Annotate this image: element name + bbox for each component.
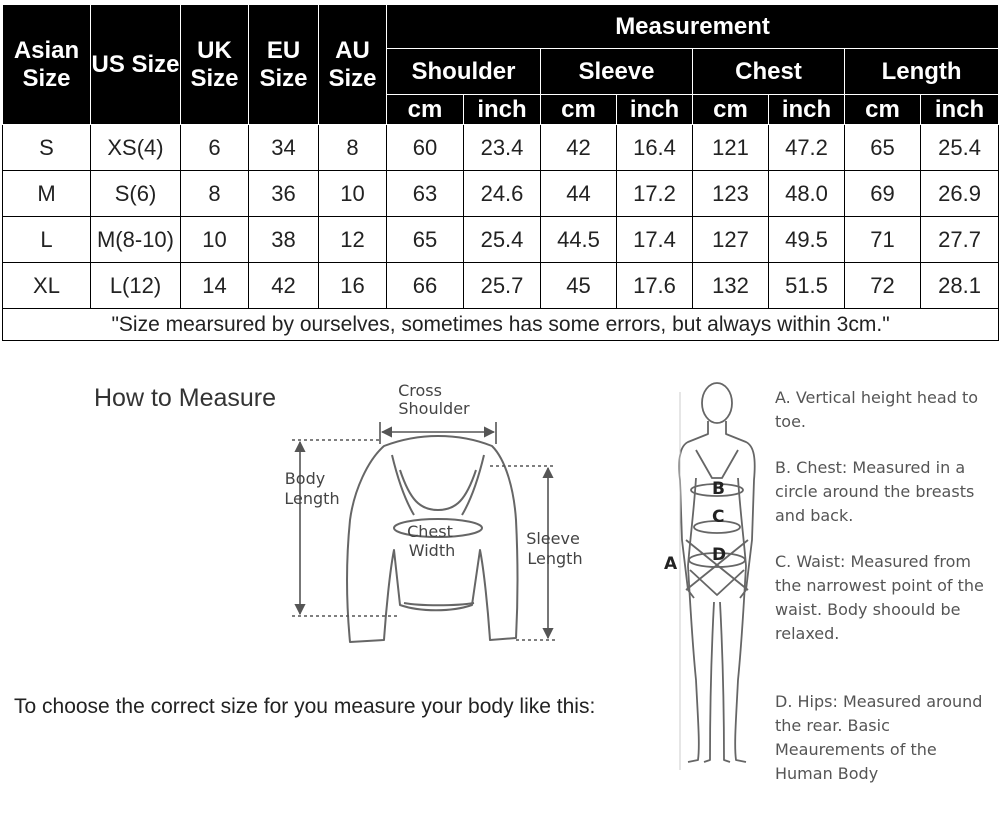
table-cell: 27.7 xyxy=(921,217,999,263)
table-cell: 72 xyxy=(845,263,921,309)
header-us-size: US Size xyxy=(91,5,181,125)
shirt-drawing xyxy=(347,436,518,642)
table-cell: S(6) xyxy=(91,171,181,217)
table-cell: 25.7 xyxy=(464,263,541,309)
table-cell: 49.5 xyxy=(769,217,845,263)
table-cell: 24.6 xyxy=(464,171,541,217)
table-cell: 17.2 xyxy=(617,171,693,217)
unit-header: inch xyxy=(464,95,541,125)
table-cell: 127 xyxy=(693,217,769,263)
legend-text: Waist: Measured from the narrowest point of the waist. Body shoould be relaxed. xyxy=(775,552,984,643)
table-cell: 23.4 xyxy=(464,125,541,171)
legend-text: Chest: Measured in a circle around the breasts and back. xyxy=(775,458,975,525)
table-cell: L(12) xyxy=(91,263,181,309)
table-cell: 12 xyxy=(319,217,387,263)
legend-text: Hips: Measured around the rear. Basic Meaurements of the Human Body xyxy=(775,692,983,783)
table-cell: 17.6 xyxy=(617,263,693,309)
table-cell: 69 xyxy=(845,171,921,217)
table-cell: 66 xyxy=(387,263,464,309)
table-cell: S xyxy=(3,125,91,171)
table-cell: 132 xyxy=(693,263,769,309)
table-cell: 63 xyxy=(387,171,464,217)
table-cell: 51.5 xyxy=(769,263,845,309)
legend-item-b xyxy=(775,456,995,528)
header-chest: Chest xyxy=(693,49,845,95)
table-cell: 10 xyxy=(181,217,249,263)
header-measurement: Measurement xyxy=(387,5,999,49)
table-cell: M(8-10) xyxy=(91,217,181,263)
unit-header: inch xyxy=(921,95,999,125)
table-cell: 48.0 xyxy=(769,171,845,217)
legend-item-a xyxy=(775,386,995,434)
header-eu-size: EU Size xyxy=(249,5,319,125)
table-row xyxy=(3,263,999,309)
unit-header: cm xyxy=(693,95,769,125)
body-length-label-2: Length xyxy=(284,489,340,508)
legend-item-d xyxy=(775,690,995,786)
header-length: Length xyxy=(845,49,999,95)
unit-header: cm xyxy=(387,95,464,125)
body-markers xyxy=(664,479,726,574)
table-cell: 65 xyxy=(387,217,464,263)
table-cell: 16.4 xyxy=(617,125,693,171)
table-cell: 123 xyxy=(693,171,769,217)
legend-text: Vertical height head to toe. xyxy=(775,388,978,431)
measurement-note: "Size mearsured by ourselves, sometimes has some errors, but always within 3cm." xyxy=(3,309,999,341)
unit-header: cm xyxy=(541,95,617,125)
header-au-size: AU Size xyxy=(319,5,387,125)
table-cell: 16 xyxy=(319,263,387,309)
unit-header: inch xyxy=(769,95,845,125)
sleeve-length-label-2: Length xyxy=(527,549,583,568)
table-cell: 44.5 xyxy=(541,217,617,263)
sleeve-length-label-1: Sleeve xyxy=(526,529,580,548)
table-cell: 10 xyxy=(319,171,387,217)
table-cell: 121 xyxy=(693,125,769,171)
legend-item-c xyxy=(775,550,995,646)
table-row xyxy=(3,125,999,171)
table-cell: 71 xyxy=(845,217,921,263)
shirt-labels xyxy=(284,381,582,568)
table-cell: 28.1 xyxy=(921,263,999,309)
marker-d: D xyxy=(712,545,727,565)
size-chart-table xyxy=(2,4,999,341)
table-cell: 60 xyxy=(387,125,464,171)
table-cell: XL xyxy=(3,263,91,309)
header-asian-size: Asian Size xyxy=(3,5,91,125)
table-cell: 8 xyxy=(181,171,249,217)
table-cell: M xyxy=(3,171,91,217)
unit-header: cm xyxy=(845,95,921,125)
chest-width-label-1: Chest xyxy=(407,522,453,541)
header-shoulder: Shoulder xyxy=(387,49,541,95)
cross-shoulder-label-2: Shoulder xyxy=(398,399,470,418)
table-cell: 38 xyxy=(249,217,319,263)
table-cell: 34 xyxy=(249,125,319,171)
body-length-label-1: Body xyxy=(284,469,326,488)
body-figure xyxy=(679,383,754,762)
table-cell: 45 xyxy=(541,263,617,309)
shirt-dimension-lines xyxy=(292,422,556,640)
table-cell: 47.2 xyxy=(769,125,845,171)
header-uk-size: UK Size xyxy=(181,5,249,125)
header-sleeve: Sleeve xyxy=(541,49,693,95)
table-row xyxy=(3,217,999,263)
table-row xyxy=(3,171,999,217)
table-cell: 42 xyxy=(541,125,617,171)
table-cell: 8 xyxy=(319,125,387,171)
table-cell: 25.4 xyxy=(464,217,541,263)
marker-b: B xyxy=(712,479,725,499)
table-cell: 44 xyxy=(541,171,617,217)
table-cell: L xyxy=(3,217,91,263)
table-cell: 17.4 xyxy=(617,217,693,263)
marker-c: C xyxy=(712,507,725,527)
legend-label: B. xyxy=(775,458,792,477)
table-cell: 26.9 xyxy=(921,171,999,217)
table-cell: XS(4) xyxy=(91,125,181,171)
legend-label: A. xyxy=(775,388,791,407)
size-table-body xyxy=(3,125,999,309)
legend-label: D. xyxy=(775,692,793,711)
instruction-text: To choose the correct size for you measure your body like this: xyxy=(14,695,596,718)
how-to-measure-title: How to Measure xyxy=(94,384,277,412)
legend-label: C. xyxy=(775,552,792,571)
marker-a: A xyxy=(664,554,678,574)
table-cell: 14 xyxy=(181,263,249,309)
table-cell: 6 xyxy=(181,125,249,171)
table-cell: 42 xyxy=(249,263,319,309)
cross-shoulder-label-1: Cross xyxy=(398,381,442,400)
table-cell: 36 xyxy=(249,171,319,217)
table-cell: 65 xyxy=(845,125,921,171)
chest-width-label-2: Width xyxy=(408,541,456,560)
unit-header: inch xyxy=(617,95,693,125)
table-cell: 25.4 xyxy=(921,125,999,171)
